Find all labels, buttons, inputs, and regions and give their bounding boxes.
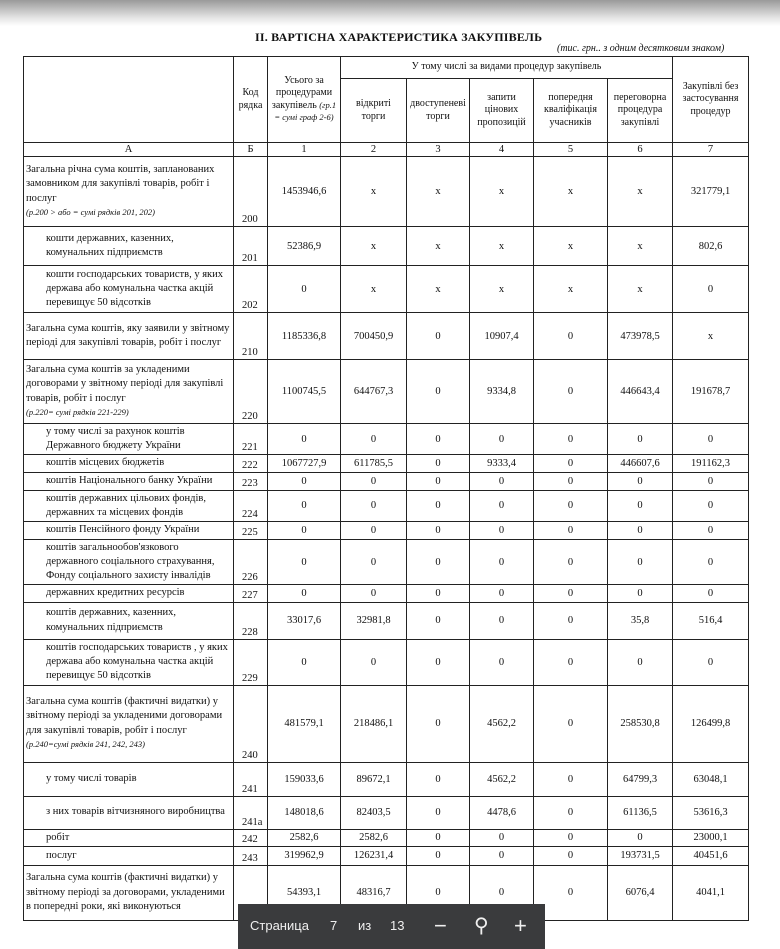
row-label-cell bbox=[24, 865, 234, 920]
value-cell: 4478,6 bbox=[470, 796, 534, 829]
table-row bbox=[24, 829, 749, 846]
value-cell: 0 bbox=[268, 490, 341, 521]
value-cell: х bbox=[341, 157, 407, 227]
value-cell: 321779,1 bbox=[673, 157, 749, 227]
value-cell: 2582,6 bbox=[268, 829, 341, 846]
row-code: 243 bbox=[234, 846, 268, 865]
row-label: коштів загальнообов'язкового державного соціального страхування, Фонду соціального захисту інвалідів bbox=[46, 541, 215, 582]
procurement-table bbox=[23, 56, 749, 921]
value-cell: 1185336,8 bbox=[268, 313, 341, 360]
header-code: Код рядка bbox=[234, 57, 268, 143]
row-label-cell bbox=[24, 266, 234, 313]
row-code: 220 bbox=[234, 360, 268, 424]
value-cell: 802,6 bbox=[673, 227, 749, 266]
row-code: 227 bbox=[234, 585, 268, 602]
value-cell: 0 bbox=[608, 585, 673, 602]
value-cell: 63048,1 bbox=[673, 762, 749, 796]
value-cell: 0 bbox=[673, 521, 749, 539]
table-row bbox=[24, 313, 749, 360]
value-cell: 126231,4 bbox=[341, 846, 407, 865]
value-cell: 0 bbox=[407, 313, 470, 360]
value-cell: 0 bbox=[341, 424, 407, 455]
value-cell: 0 bbox=[470, 846, 534, 865]
value-cell: 0 bbox=[534, 585, 608, 602]
value-cell: 0 bbox=[341, 490, 407, 521]
row-label-cell bbox=[24, 585, 234, 602]
row-code: 200 bbox=[234, 157, 268, 227]
col-num: А bbox=[24, 143, 234, 157]
row-code: 210 bbox=[234, 313, 268, 360]
value-cell: 258530,8 bbox=[608, 685, 673, 762]
row-label: коштів Національного банку України bbox=[46, 474, 213, 486]
section-title: II. ВАРТІСНА ХАРАКТЕРИСТИКА ЗАКУПІВЕЛЬ bbox=[255, 30, 543, 44]
value-cell: 32981,8 bbox=[341, 602, 407, 639]
value-cell: 0 bbox=[534, 539, 608, 585]
col-num: 3 bbox=[407, 143, 470, 157]
row-code: 202 bbox=[234, 266, 268, 313]
value-cell: 148018,6 bbox=[268, 796, 341, 829]
row-label-cell bbox=[24, 424, 234, 455]
value-cell: 0 bbox=[608, 539, 673, 585]
value-cell: 0 bbox=[673, 424, 749, 455]
value-cell: 0 bbox=[268, 639, 341, 685]
value-cell: 0 bbox=[407, 685, 470, 762]
value-cell: 0 bbox=[534, 829, 608, 846]
value-cell: 0 bbox=[341, 585, 407, 602]
row-code: 242 bbox=[234, 829, 268, 846]
header-group: У тому числі за видами процедур закупівель bbox=[341, 57, 673, 79]
row-code: 201 bbox=[234, 227, 268, 266]
header-open: відкриті торги bbox=[341, 79, 407, 143]
row-code: 225 bbox=[234, 521, 268, 539]
col-num: Б bbox=[234, 143, 268, 157]
value-cell: 35,8 bbox=[608, 602, 673, 639]
row-label: у тому числі за рахунок коштів Державного бюджету України bbox=[46, 426, 185, 452]
header-negotiated: переговорна процедура закупівлі bbox=[608, 79, 673, 143]
value-cell: 82403,5 bbox=[341, 796, 407, 829]
value-cell: 4562,2 bbox=[470, 685, 534, 762]
table-row bbox=[24, 585, 749, 602]
table-row bbox=[24, 490, 749, 521]
value-cell: 0 bbox=[534, 424, 608, 455]
value-cell: 0 bbox=[534, 796, 608, 829]
value-cell: 0 bbox=[470, 639, 534, 685]
table-row bbox=[24, 762, 749, 796]
table-row bbox=[24, 521, 749, 539]
value-cell: 644767,3 bbox=[341, 360, 407, 424]
value-cell: 23000,1 bbox=[673, 829, 749, 846]
value-cell: 4562,2 bbox=[470, 762, 534, 796]
value-cell: 700450,9 bbox=[341, 313, 407, 360]
value-cell: 52386,9 bbox=[268, 227, 341, 266]
row-code: 222 bbox=[234, 455, 268, 472]
value-cell: 0 bbox=[407, 796, 470, 829]
value-cell: 446643,4 bbox=[608, 360, 673, 424]
value-cell: 0 bbox=[341, 472, 407, 490]
value-cell: х bbox=[608, 266, 673, 313]
value-cell: 0 bbox=[608, 639, 673, 685]
value-cell: х bbox=[470, 227, 534, 266]
value-cell: 6076,4 bbox=[608, 865, 673, 920]
page-number[interactable]: 7 bbox=[330, 918, 338, 933]
of-label: из bbox=[358, 918, 372, 933]
row-label-cell bbox=[24, 157, 234, 227]
row-label-cell bbox=[24, 455, 234, 472]
col-num: 2 bbox=[341, 143, 407, 157]
value-cell: 0 bbox=[534, 313, 608, 360]
header-quotes: запити цінових пропозицій bbox=[470, 79, 534, 143]
table-header bbox=[24, 57, 749, 157]
value-cell: 9333,4 bbox=[470, 455, 534, 472]
row-label: коштів Пенсійного фонду України bbox=[46, 524, 200, 536]
row-label-cell bbox=[24, 490, 234, 521]
value-cell: 0 bbox=[608, 424, 673, 455]
value-cell: 159033,6 bbox=[268, 762, 341, 796]
value-cell: х bbox=[534, 227, 608, 266]
col-num: 6 bbox=[608, 143, 673, 157]
row-label: Загальна сума коштів (фактичні видатки) у звітному періоді за договорами, укладеними в попередні роки, які виконуються bbox=[26, 872, 225, 912]
row-label-cell bbox=[24, 227, 234, 266]
value-cell: 9334,8 bbox=[470, 360, 534, 424]
value-cell: 0 bbox=[673, 490, 749, 521]
header-total-label: Усього за процедурами закупівель bbox=[271, 74, 333, 111]
table-row bbox=[24, 227, 749, 266]
row-label: Загальна сума коштів (фактичні видатки) у звітному періоді за укладеними договорами для закупівлі товарів, робіт і послуг bbox=[26, 696, 223, 736]
col-num: 1 bbox=[268, 143, 341, 157]
value-cell: 0 bbox=[608, 472, 673, 490]
value-cell: 0 bbox=[407, 865, 470, 920]
value-cell: 1067727,9 bbox=[268, 455, 341, 472]
row-label: Загальна сума коштів за укладеними договорами у звітному періоді для закупівлі товарів, робіт і послуг bbox=[26, 364, 224, 404]
value-cell: 218486,1 bbox=[341, 685, 407, 762]
value-cell: 0 bbox=[534, 521, 608, 539]
row-code: 241а bbox=[234, 796, 268, 829]
zoom-out-button[interactable]: − bbox=[434, 913, 447, 938]
value-cell: 0 bbox=[268, 585, 341, 602]
value-cell: 0 bbox=[407, 490, 470, 521]
value-cell: 0 bbox=[407, 539, 470, 585]
row-label: робіт bbox=[46, 831, 70, 843]
value-cell: 0 bbox=[673, 585, 749, 602]
table-row bbox=[24, 796, 749, 829]
value-cell: 2582,6 bbox=[341, 829, 407, 846]
value-cell: 0 bbox=[407, 829, 470, 846]
value-cell: 64799,3 bbox=[608, 762, 673, 796]
row-label-cell bbox=[24, 313, 234, 360]
value-cell: 611785,5 bbox=[341, 455, 407, 472]
header-without: Закупівлі без застосування процедур bbox=[673, 57, 749, 143]
value-cell: 0 bbox=[407, 602, 470, 639]
table-row bbox=[24, 639, 749, 685]
value-cell: х bbox=[608, 227, 673, 266]
value-cell: 0 bbox=[608, 521, 673, 539]
table-row bbox=[24, 455, 749, 472]
value-cell: 0 bbox=[534, 360, 608, 424]
value-cell: х bbox=[534, 157, 608, 227]
page-viewer-toolbar bbox=[238, 904, 545, 949]
value-cell: 0 bbox=[470, 602, 534, 639]
scan-top-shadow bbox=[0, 0, 780, 26]
value-cell: 0 bbox=[534, 490, 608, 521]
value-cell: 0 bbox=[407, 455, 470, 472]
value-cell: х bbox=[470, 266, 534, 313]
value-cell: 0 bbox=[268, 266, 341, 313]
value-cell: 0 bbox=[470, 865, 534, 920]
value-cell: 0 bbox=[268, 521, 341, 539]
value-cell: х bbox=[534, 266, 608, 313]
value-cell: х bbox=[608, 157, 673, 227]
value-cell: х bbox=[407, 266, 470, 313]
row-code: 228 bbox=[234, 602, 268, 639]
value-cell: 0 bbox=[673, 639, 749, 685]
value-cell: 0 bbox=[534, 639, 608, 685]
value-cell: 0 bbox=[407, 846, 470, 865]
table-row bbox=[24, 424, 749, 455]
value-cell: 0 bbox=[534, 472, 608, 490]
value-cell: 0 bbox=[673, 472, 749, 490]
row-code: 229 bbox=[234, 639, 268, 685]
row-code: 224 bbox=[234, 490, 268, 521]
value-cell: 1453946,6 bbox=[268, 157, 341, 227]
value-cell: х bbox=[673, 313, 749, 360]
value-cell: 0 bbox=[534, 602, 608, 639]
row-note: (р.240=сумі рядків 241, 242, 243) bbox=[26, 738, 145, 749]
row-label: коштів державних, казенних, комунальних підприємств bbox=[46, 607, 176, 633]
value-cell: 0 bbox=[673, 266, 749, 313]
value-cell: 0 bbox=[608, 829, 673, 846]
value-cell: 53616,3 bbox=[673, 796, 749, 829]
value-cell: 446607,6 bbox=[608, 455, 673, 472]
row-label: кошти державних, казенних, комунальних підприємств bbox=[46, 232, 174, 258]
value-cell: 0 bbox=[470, 829, 534, 846]
value-cell: 0 bbox=[341, 539, 407, 585]
row-label: кошти господарських товариств, у яких держава або комунальна частка акцій перевищує 50 відсотків bbox=[46, 268, 223, 309]
value-cell: 61136,5 bbox=[608, 796, 673, 829]
value-cell: х bbox=[341, 227, 407, 266]
value-cell: 0 bbox=[534, 865, 608, 920]
table-row bbox=[24, 602, 749, 639]
value-cell: 0 bbox=[268, 472, 341, 490]
value-cell: 1100745,5 bbox=[268, 360, 341, 424]
value-cell: 4041,1 bbox=[673, 865, 749, 920]
row-label-cell bbox=[24, 796, 234, 829]
value-cell: 0 bbox=[470, 585, 534, 602]
row-code: 241 bbox=[234, 762, 268, 796]
value-cell: 0 bbox=[470, 539, 534, 585]
value-cell: 33017,6 bbox=[268, 602, 341, 639]
value-cell: х bbox=[470, 157, 534, 227]
value-cell: 0 bbox=[407, 521, 470, 539]
value-cell: 193731,5 bbox=[608, 846, 673, 865]
row-label: коштів місцевих бюджетів bbox=[46, 457, 165, 469]
row-label: Загальна сума коштів, яку заявили у звітному періоді для закупівлі товарів, робіт і послуг bbox=[26, 322, 230, 348]
table-row bbox=[24, 472, 749, 490]
value-cell: 0 bbox=[470, 521, 534, 539]
value-cell: 40451,6 bbox=[673, 846, 749, 865]
row-label: Загальна річна сума коштів, запланованих замовником для закупівлі товарів, робіт і послуг bbox=[26, 164, 215, 204]
row-code: 223 bbox=[234, 472, 268, 490]
value-cell: 0 bbox=[268, 424, 341, 455]
units-note: (тис. грн.. з одним десятковим знаком) bbox=[557, 43, 725, 54]
value-cell: 0 bbox=[407, 762, 470, 796]
value-cell: 0 bbox=[608, 490, 673, 521]
page-label: Страница bbox=[250, 918, 309, 933]
table-row bbox=[24, 157, 749, 227]
value-cell: 0 bbox=[341, 639, 407, 685]
table-body bbox=[24, 157, 749, 921]
col-num: 7 bbox=[673, 143, 749, 157]
table-row bbox=[24, 266, 749, 313]
table-row bbox=[24, 360, 749, 424]
value-cell: 89672,1 bbox=[341, 762, 407, 796]
value-cell: 0 bbox=[470, 472, 534, 490]
row-label-cell bbox=[24, 846, 234, 865]
col-num: 4 bbox=[470, 143, 534, 157]
zoom-icon[interactable]: ⚲ bbox=[474, 915, 489, 937]
row-label-cell bbox=[24, 829, 234, 846]
row-label: коштів державних цільових фондів, державних та місцевих фондів bbox=[46, 492, 207, 518]
table-row bbox=[24, 685, 749, 762]
row-label-cell bbox=[24, 762, 234, 796]
value-cell: 481579,1 bbox=[268, 685, 341, 762]
row-label-cell bbox=[24, 602, 234, 639]
total-pages: 13 bbox=[390, 918, 405, 933]
header-blank bbox=[24, 57, 234, 143]
row-label-cell bbox=[24, 521, 234, 539]
value-cell: 191678,7 bbox=[673, 360, 749, 424]
value-cell: 0 bbox=[268, 539, 341, 585]
row-label-cell bbox=[24, 639, 234, 685]
value-cell: 0 bbox=[407, 360, 470, 424]
value-cell: 0 bbox=[534, 685, 608, 762]
zoom-in-button[interactable]: + bbox=[514, 913, 527, 938]
header-total-note: (гр.1 = сумі граф 2-6) bbox=[274, 99, 337, 122]
row-code: 221 bbox=[234, 424, 268, 455]
row-label: коштів господарських товариств , у яких держава або комунальна частка акцій перевищує 50 відсотків bbox=[46, 641, 228, 682]
row-label-cell bbox=[24, 472, 234, 490]
value-cell: 516,4 bbox=[673, 602, 749, 639]
value-cell: 473978,5 bbox=[608, 313, 673, 360]
value-cell: х bbox=[407, 227, 470, 266]
value-cell: 10907,4 bbox=[470, 313, 534, 360]
value-cell: 191162,3 bbox=[673, 455, 749, 472]
value-cell: х bbox=[407, 157, 470, 227]
value-cell: 0 bbox=[407, 639, 470, 685]
value-cell: 0 bbox=[534, 762, 608, 796]
value-cell: 0 bbox=[470, 424, 534, 455]
value-cell: 126499,8 bbox=[673, 685, 749, 762]
value-cell: 0 bbox=[470, 490, 534, 521]
header-two-stage: двоступеневі торги bbox=[407, 79, 470, 143]
row-code: 226 bbox=[234, 539, 268, 585]
table-row bbox=[24, 539, 749, 585]
row-note: (р.220= сумі рядків 221-229) bbox=[26, 406, 129, 417]
value-cell: 48316,7 bbox=[341, 865, 407, 920]
row-note: (р.200 > або = сумі рядків 201, 202) bbox=[26, 206, 155, 217]
value-cell: 0 bbox=[673, 539, 749, 585]
value-cell: 0 bbox=[407, 472, 470, 490]
value-cell: 0 bbox=[407, 585, 470, 602]
row-label: у тому числі товарів bbox=[46, 772, 137, 784]
row-label-cell bbox=[24, 685, 234, 762]
table-row bbox=[24, 846, 749, 865]
value-cell: 54393,1 bbox=[268, 865, 341, 920]
value-cell: 0 bbox=[534, 846, 608, 865]
header-prequal: попередня кваліфікація учасників bbox=[534, 79, 608, 143]
row-label: державних кредитних ресурсів bbox=[46, 587, 185, 599]
value-cell: 319962,9 bbox=[268, 846, 341, 865]
value-cell: х bbox=[341, 266, 407, 313]
col-num: 5 bbox=[534, 143, 608, 157]
row-label-cell bbox=[24, 360, 234, 424]
row-label-cell bbox=[24, 539, 234, 585]
value-cell: 0 bbox=[341, 521, 407, 539]
value-cell: 0 bbox=[407, 424, 470, 455]
row-label: з них товарів вітчизняного виробництва bbox=[46, 806, 225, 818]
header-total bbox=[268, 57, 341, 143]
row-label: послуг bbox=[46, 849, 77, 861]
row-code: 240 bbox=[234, 685, 268, 762]
value-cell: 0 bbox=[534, 455, 608, 472]
